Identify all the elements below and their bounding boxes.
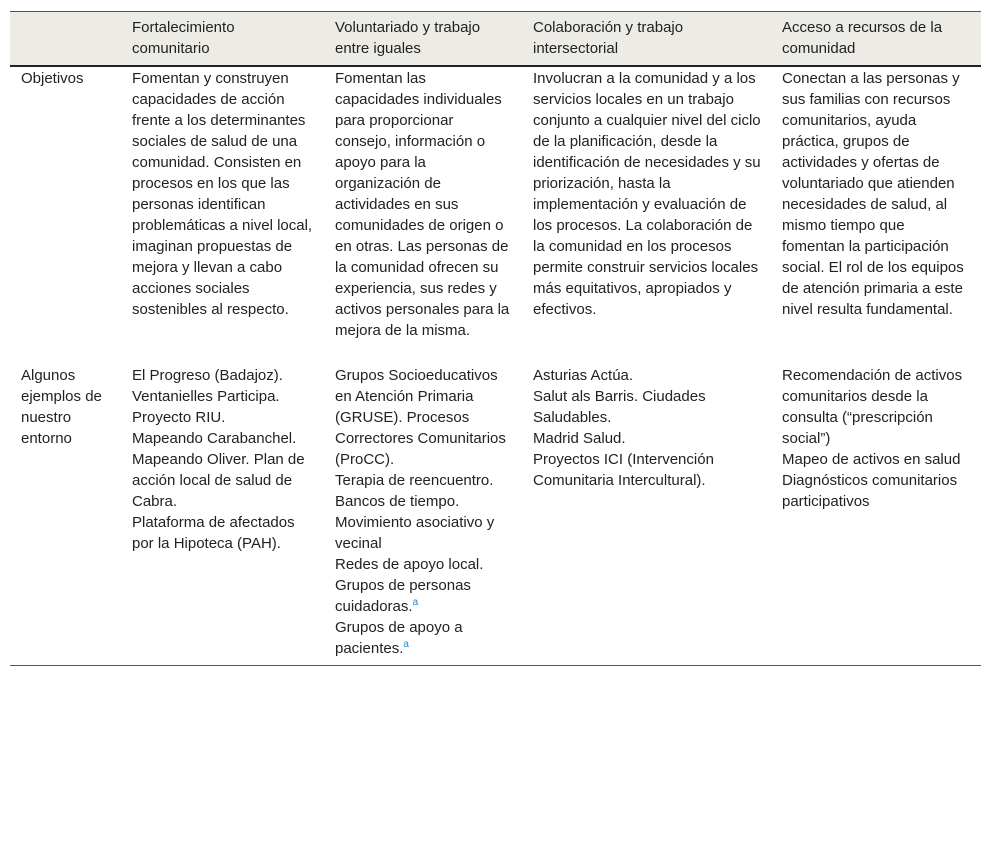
- example-item: Mapeando Carabanchel.: [132, 430, 297, 447]
- example-item: Terapia de reencuentro.: [335, 472, 494, 489]
- example-item: Mapeo de activos en salud Diagnósticos comunitarios participativos: [782, 451, 961, 510]
- example-item: Proyectos ICI (Intervención Comunitaria Intercultural).: [533, 451, 714, 489]
- example-item: [335, 554, 512, 617]
- cell-ejemplos-fortalecimiento: [121, 363, 324, 666]
- example-item: Movimiento asociativo y vecinal: [335, 514, 495, 552]
- example-item: Recomendación de activos comunitarios desde la consulta (“prescripción social”): [782, 367, 963, 447]
- cell-objetivos-voluntariado: Fomentan las capacidades individuales para proporcionar consejo, información o apoyo para la organización de actividades en sus comunidades de origen o en otras. Las personas de la comunidad ofrecen su experiencia, sus redes y activos personales para la mejora de la misma.: [335, 70, 510, 339]
- table-row-ejemplos: [10, 363, 981, 666]
- comparison-table-container: [10, 11, 981, 666]
- community-action-table: [10, 11, 981, 666]
- example-item: Salut als Barris. Ciudades Saludables.: [533, 388, 706, 426]
- table-row-objetivos: [10, 66, 981, 363]
- example-item: Asturias Actúa.: [533, 367, 634, 384]
- header-fortalecimiento: Fortalecimiento comunitario: [132, 19, 235, 57]
- table-header-row: [10, 12, 981, 67]
- row-label-objetivos: Objetivos: [21, 70, 84, 87]
- example-item: Bancos de tiempo.: [335, 493, 460, 510]
- example-item: El Progreso (Badajoz).: [132, 367, 283, 384]
- cell-objetivos-fortalecimiento: Fomentan y construyen capacidades de acción frente a los determinantes sociales de salud de una comunidad. Consisten en procesos en los que las personas identifican problemáticas a nivel local, imaginan propuestas de mejora y llevan a cabo acciones sociales sostenibles al respecto.: [132, 70, 313, 318]
- example-item: Grupos Socioeducativos en Atención Primaria (GRUSE). Procesos Correctores Comunitarios (ProCC).: [335, 367, 506, 468]
- example-item-text: Grupos de apoyo a pacientes.: [335, 619, 463, 657]
- footnote-link-a[interactable]: a: [403, 639, 409, 650]
- example-item-text: Redes de apoyo local. Grupos de personas cuidadoras.: [335, 556, 484, 615]
- example-item: Proyecto RIU.: [132, 409, 226, 426]
- header-acceso-recursos: Acceso a recursos de la comunidad: [782, 19, 943, 57]
- header-voluntariado: Voluntariado y trabajo entre iguales: [335, 19, 481, 57]
- example-item: Plataforma de afectados por la Hipoteca (PAH).: [132, 514, 295, 552]
- cell-ejemplos-acceso: [771, 363, 981, 666]
- header-colaboracion: Colaboración y trabajo intersectorial: [533, 19, 684, 57]
- example-item: [335, 617, 512, 659]
- cell-objetivos-acceso: Conectan a las personas y sus familias con recursos comunitarios, ayuda práctica, grupos de actividades y ofertas de voluntariado que atienden necesidades de salud, al mismo tiempo que fomentan la participación social. El rol de los equipos de atención primaria a este nivel resulta fundamental.: [782, 70, 964, 318]
- example-item: Mapeando Oliver. Plan de acción local de salud de Cabra.: [132, 451, 305, 510]
- cell-ejemplos-colaboracion: [522, 363, 771, 666]
- example-item: Ventanielles Participa.: [132, 388, 280, 405]
- row-label-ejemplos: Algunos ejemplos de nuestro entorno: [21, 367, 102, 447]
- cell-ejemplos-voluntariado: [324, 363, 522, 666]
- cell-objetivos-colaboracion: Involucran a la comunidad y a los servicios locales en un trabajo conjunto a cualquier nivel del ciclo de la planificación, desde la identificación de necesidades y su priorización, hasta la implementación y evaluación de los procesos. La colaboración de la comunidad en los procesos permite construir servicios locales más equitativos, apropiados y efectivos.: [533, 70, 761, 318]
- example-item: Madrid Salud.: [533, 430, 626, 447]
- footnote-link-a[interactable]: a: [412, 597, 419, 608]
- header-empty: [10, 12, 121, 67]
